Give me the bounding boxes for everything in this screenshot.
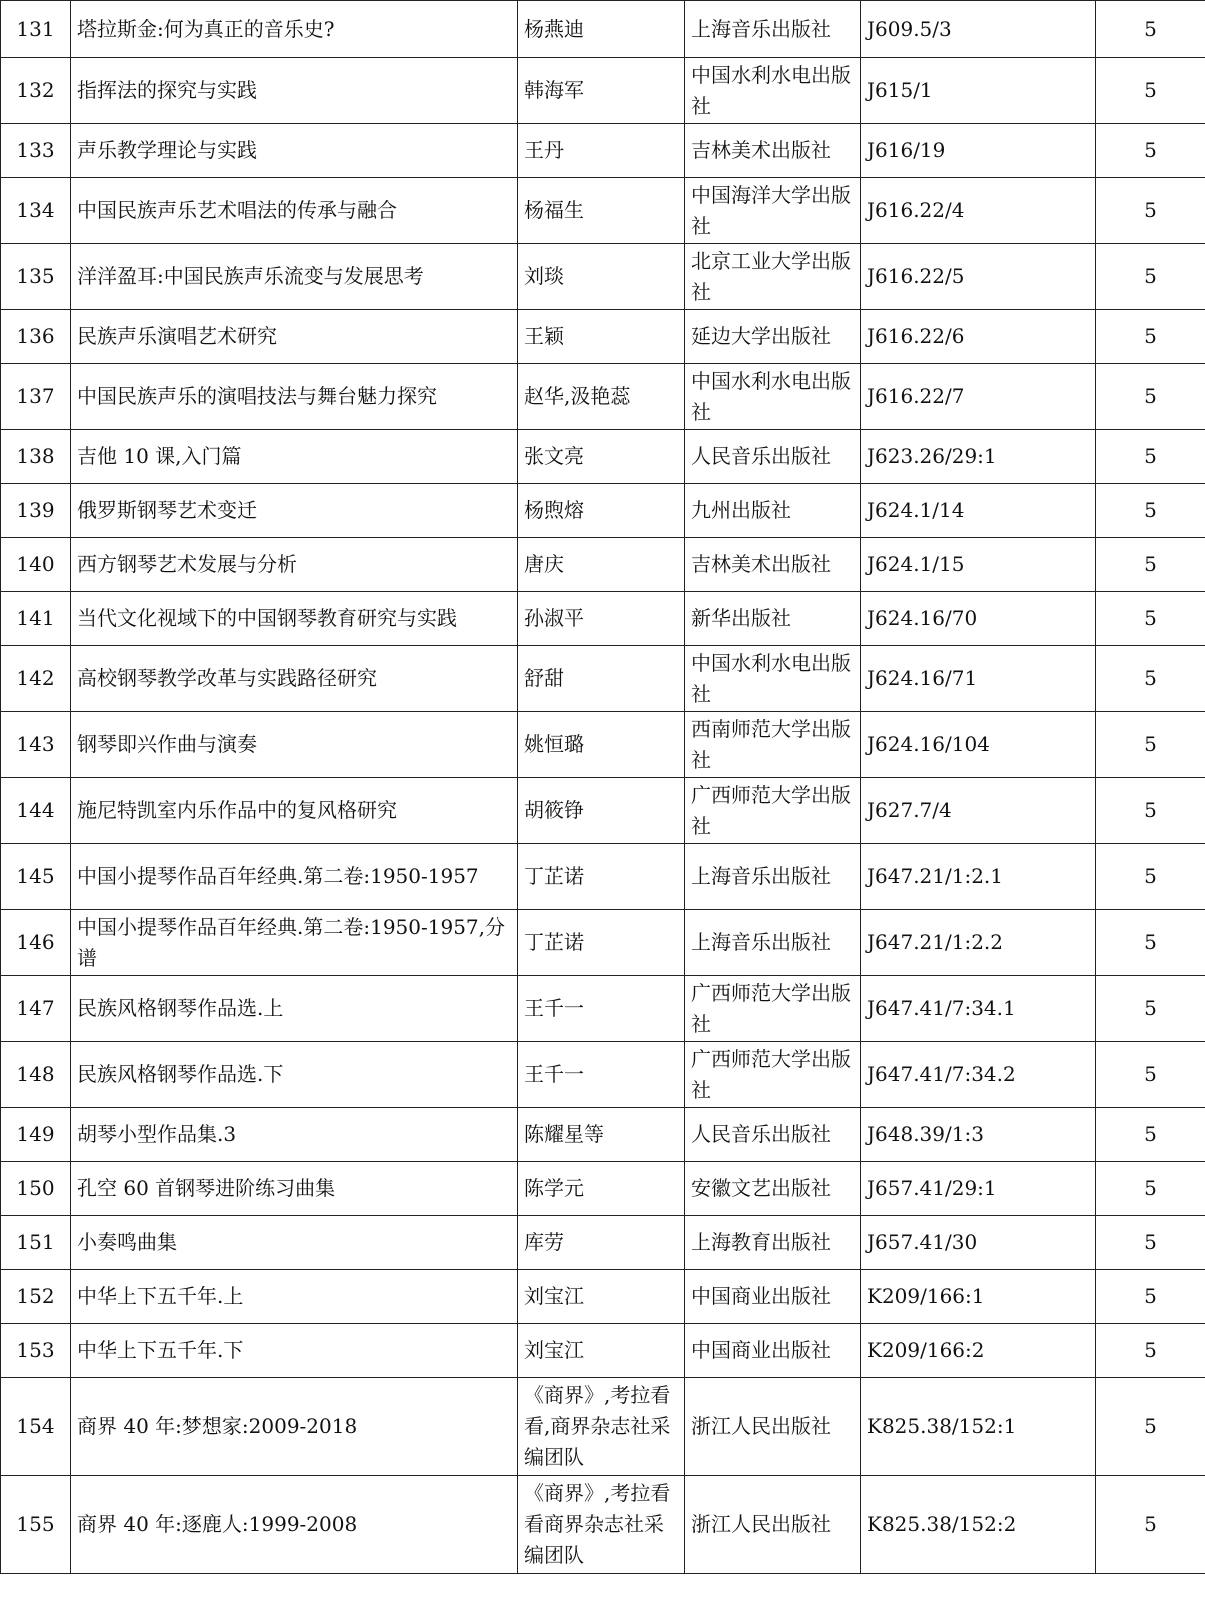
row-number: 145 <box>1 844 71 910</box>
book-author: 刘宝江 <box>518 1324 685 1378</box>
book-publisher: 中国商业出版社 <box>685 1324 861 1378</box>
table-row <box>1 1042 1205 1108</box>
table-row <box>1 1162 1205 1216</box>
table-row <box>1 976 1205 1042</box>
table-row <box>1 1216 1205 1270</box>
row-number: 136 <box>1 310 71 364</box>
table-row <box>1 1108 1205 1162</box>
row-number: 148 <box>1 1042 71 1108</box>
call-number: J624.1/15 <box>861 538 1096 592</box>
book-author: 杨煦熔 <box>518 484 685 538</box>
book-publisher: 吉林美术出版社 <box>685 124 861 178</box>
book-author: 赵华,汲艳蕊 <box>518 364 685 430</box>
book-author: 陈学元 <box>518 1162 685 1216</box>
copy-count: 5 <box>1096 1 1205 58</box>
row-number: 149 <box>1 1108 71 1162</box>
row-number: 139 <box>1 484 71 538</box>
copy-count: 5 <box>1096 58 1205 124</box>
row-number: 137 <box>1 364 71 430</box>
row-number: 133 <box>1 124 71 178</box>
copy-count: 5 <box>1096 1378 1205 1476</box>
call-number: J623.26/29:1 <box>861 430 1096 484</box>
book-title: 塔拉斯金:何为真正的音乐史? <box>71 1 518 58</box>
row-number: 154 <box>1 1378 71 1476</box>
row-number: 146 <box>1 910 71 976</box>
row-number: 153 <box>1 1324 71 1378</box>
copy-count: 5 <box>1096 976 1205 1042</box>
book-author: 舒甜 <box>518 646 685 712</box>
table-row <box>1 124 1205 178</box>
book-publisher: 人民音乐出版社 <box>685 1108 861 1162</box>
book-publisher: 九州出版社 <box>685 484 861 538</box>
row-number: 142 <box>1 646 71 712</box>
book-title: 中国民族声乐艺术唱法的传承与融合 <box>71 178 518 244</box>
book-publisher: 上海音乐出版社 <box>685 910 861 976</box>
book-author: 杨燕迪 <box>518 1 685 58</box>
call-number: J648.39/1:3 <box>861 1108 1096 1162</box>
row-number: 143 <box>1 712 71 778</box>
copy-count: 5 <box>1096 1108 1205 1162</box>
book-author: 丁芷诺 <box>518 844 685 910</box>
book-title: 民族风格钢琴作品选.上 <box>71 976 518 1042</box>
table-row <box>1 58 1205 124</box>
book-publisher: 人民音乐出版社 <box>685 430 861 484</box>
book-author: 姚恒璐 <box>518 712 685 778</box>
book-publisher: 浙江人民出版社 <box>685 1378 861 1476</box>
copy-count: 5 <box>1096 1476 1205 1574</box>
table-row <box>1 1 1205 58</box>
call-number: J657.41/30 <box>861 1216 1096 1270</box>
book-author: 刘宝江 <box>518 1270 685 1324</box>
book-title: 指挥法的探究与实践 <box>71 58 518 124</box>
call-number: J609.5/3 <box>861 1 1096 58</box>
table-row <box>1 646 1205 712</box>
book-publisher: 中国水利水电出版社 <box>685 58 861 124</box>
row-number: 147 <box>1 976 71 1042</box>
copy-count: 5 <box>1096 1324 1205 1378</box>
book-publisher: 中国水利水电出版社 <box>685 646 861 712</box>
row-number: 155 <box>1 1476 71 1574</box>
call-number: J615/1 <box>861 58 1096 124</box>
book-title: 中国小提琴作品百年经典.第二卷:1950-1957,分谱 <box>71 910 518 976</box>
book-publisher: 广西师范大学出版社 <box>685 976 861 1042</box>
book-author: 唐庆 <box>518 538 685 592</box>
call-number: J624.16/71 <box>861 646 1096 712</box>
call-number: K209/166:2 <box>861 1324 1096 1378</box>
book-title: 施尼特凯室内乐作品中的复风格研究 <box>71 778 518 844</box>
table-row <box>1 844 1205 910</box>
copy-count: 5 <box>1096 364 1205 430</box>
table-row <box>1 1476 1205 1574</box>
copy-count: 5 <box>1096 538 1205 592</box>
book-publisher: 新华出版社 <box>685 592 861 646</box>
copy-count: 5 <box>1096 484 1205 538</box>
row-number: 140 <box>1 538 71 592</box>
copy-count: 5 <box>1096 844 1205 910</box>
call-number: J657.41/29:1 <box>861 1162 1096 1216</box>
row-number: 151 <box>1 1216 71 1270</box>
book-publisher: 上海音乐出版社 <box>685 1 861 58</box>
table-row <box>1 310 1205 364</box>
table-row <box>1 178 1205 244</box>
call-number: K209/166:1 <box>861 1270 1096 1324</box>
book-author: 刘琰 <box>518 244 685 310</box>
book-title: 中国民族声乐的演唱技法与舞台魅力探究 <box>71 364 518 430</box>
table-row <box>1 592 1205 646</box>
book-publisher: 西南师范大学出版社 <box>685 712 861 778</box>
book-title: 胡琴小型作品集.3 <box>71 1108 518 1162</box>
call-number: J616.22/6 <box>861 310 1096 364</box>
book-list-body <box>1 1 1205 1574</box>
copy-count: 5 <box>1096 1042 1205 1108</box>
book-title: 吉他 10 课,入门篇 <box>71 430 518 484</box>
copy-count: 5 <box>1096 1162 1205 1216</box>
book-author: 张文亮 <box>518 430 685 484</box>
table-row <box>1 910 1205 976</box>
copy-count: 5 <box>1096 910 1205 976</box>
book-publisher: 延边大学出版社 <box>685 310 861 364</box>
copy-count: 5 <box>1096 430 1205 484</box>
call-number: J647.21/1:2.1 <box>861 844 1096 910</box>
call-number: J616/19 <box>861 124 1096 178</box>
table-row <box>1 778 1205 844</box>
table-row <box>1 538 1205 592</box>
table-row <box>1 1270 1205 1324</box>
book-author: 韩海军 <box>518 58 685 124</box>
book-author: 《商界》,考拉看看,商界杂志社采编团队 <box>518 1378 685 1476</box>
book-author: 《商界》,考拉看看商界杂志社采编团队 <box>518 1476 685 1574</box>
copy-count: 5 <box>1096 646 1205 712</box>
call-number: J624.16/104 <box>861 712 1096 778</box>
row-number: 134 <box>1 178 71 244</box>
row-number: 135 <box>1 244 71 310</box>
table-row <box>1 1378 1205 1476</box>
book-title: 小奏鸣曲集 <box>71 1216 518 1270</box>
book-author: 杨福生 <box>518 178 685 244</box>
book-author: 王千一 <box>518 1042 685 1108</box>
book-author: 王千一 <box>518 976 685 1042</box>
copy-count: 5 <box>1096 712 1205 778</box>
copy-count: 5 <box>1096 310 1205 364</box>
row-number: 132 <box>1 58 71 124</box>
book-publisher: 中国海洋大学出版社 <box>685 178 861 244</box>
row-number: 131 <box>1 1 71 58</box>
book-publisher: 吉林美术出版社 <box>685 538 861 592</box>
copy-count: 5 <box>1096 178 1205 244</box>
copy-count: 5 <box>1096 244 1205 310</box>
table-row <box>1 364 1205 430</box>
book-author: 陈耀星等 <box>518 1108 685 1162</box>
book-title: 中华上下五千年.上 <box>71 1270 518 1324</box>
book-author: 孙淑平 <box>518 592 685 646</box>
book-publisher: 安徽文艺出版社 <box>685 1162 861 1216</box>
book-author: 王丹 <box>518 124 685 178</box>
book-publisher: 上海音乐出版社 <box>685 844 861 910</box>
call-number: J616.22/5 <box>861 244 1096 310</box>
row-number: 150 <box>1 1162 71 1216</box>
book-title: 孔空 60 首钢琴进阶练习曲集 <box>71 1162 518 1216</box>
copy-count: 5 <box>1096 1270 1205 1324</box>
row-number: 144 <box>1 778 71 844</box>
table-row <box>1 430 1205 484</box>
book-publisher: 上海教育出版社 <box>685 1216 861 1270</box>
call-number: J616.22/4 <box>861 178 1096 244</box>
table-row <box>1 484 1205 538</box>
book-title: 商界 40 年:逐鹿人:1999-2008 <box>71 1476 518 1574</box>
book-author: 丁芷诺 <box>518 910 685 976</box>
row-number: 138 <box>1 430 71 484</box>
book-publisher: 北京工业大学出版社 <box>685 244 861 310</box>
book-publisher: 中国商业出版社 <box>685 1270 861 1324</box>
call-number: K825.38/152:2 <box>861 1476 1096 1574</box>
call-number: J616.22/7 <box>861 364 1096 430</box>
row-number: 152 <box>1 1270 71 1324</box>
call-number: J624.16/70 <box>861 592 1096 646</box>
book-title: 民族声乐演唱艺术研究 <box>71 310 518 364</box>
book-publisher: 广西师范大学出版社 <box>685 1042 861 1108</box>
book-title: 中国小提琴作品百年经典.第二卷:1950-1957 <box>71 844 518 910</box>
book-title: 商界 40 年:梦想家:2009-2018 <box>71 1378 518 1476</box>
table-row <box>1 712 1205 778</box>
book-title: 洋洋盈耳:中国民族声乐流变与发展思考 <box>71 244 518 310</box>
table-row <box>1 244 1205 310</box>
call-number: K825.38/152:1 <box>861 1378 1096 1476</box>
book-publisher: 浙江人民出版社 <box>685 1476 861 1574</box>
copy-count: 5 <box>1096 592 1205 646</box>
book-author: 库劳 <box>518 1216 685 1270</box>
book-title: 当代文化视域下的中国钢琴教育研究与实践 <box>71 592 518 646</box>
book-title: 高校钢琴教学改革与实践路径研究 <box>71 646 518 712</box>
call-number: J647.41/7:34.2 <box>861 1042 1096 1108</box>
book-title: 民族风格钢琴作品选.下 <box>71 1042 518 1108</box>
book-publisher: 广西师范大学出版社 <box>685 778 861 844</box>
book-author: 王颖 <box>518 310 685 364</box>
copy-count: 5 <box>1096 778 1205 844</box>
call-number: J624.1/14 <box>861 484 1096 538</box>
book-author: 胡筱铮 <box>518 778 685 844</box>
copy-count: 5 <box>1096 1216 1205 1270</box>
book-title: 钢琴即兴作曲与演奏 <box>71 712 518 778</box>
book-title: 声乐教学理论与实践 <box>71 124 518 178</box>
call-number: J647.41/7:34.1 <box>861 976 1096 1042</box>
call-number: J647.21/1:2.2 <box>861 910 1096 976</box>
row-number: 141 <box>1 592 71 646</box>
book-title: 西方钢琴艺术发展与分析 <box>71 538 518 592</box>
book-publisher: 中国水利水电出版社 <box>685 364 861 430</box>
table-row <box>1 1324 1205 1378</box>
copy-count: 5 <box>1096 124 1205 178</box>
book-title: 俄罗斯钢琴艺术变迁 <box>71 484 518 538</box>
book-title: 中华上下五千年.下 <box>71 1324 518 1378</box>
call-number: J627.7/4 <box>861 778 1096 844</box>
